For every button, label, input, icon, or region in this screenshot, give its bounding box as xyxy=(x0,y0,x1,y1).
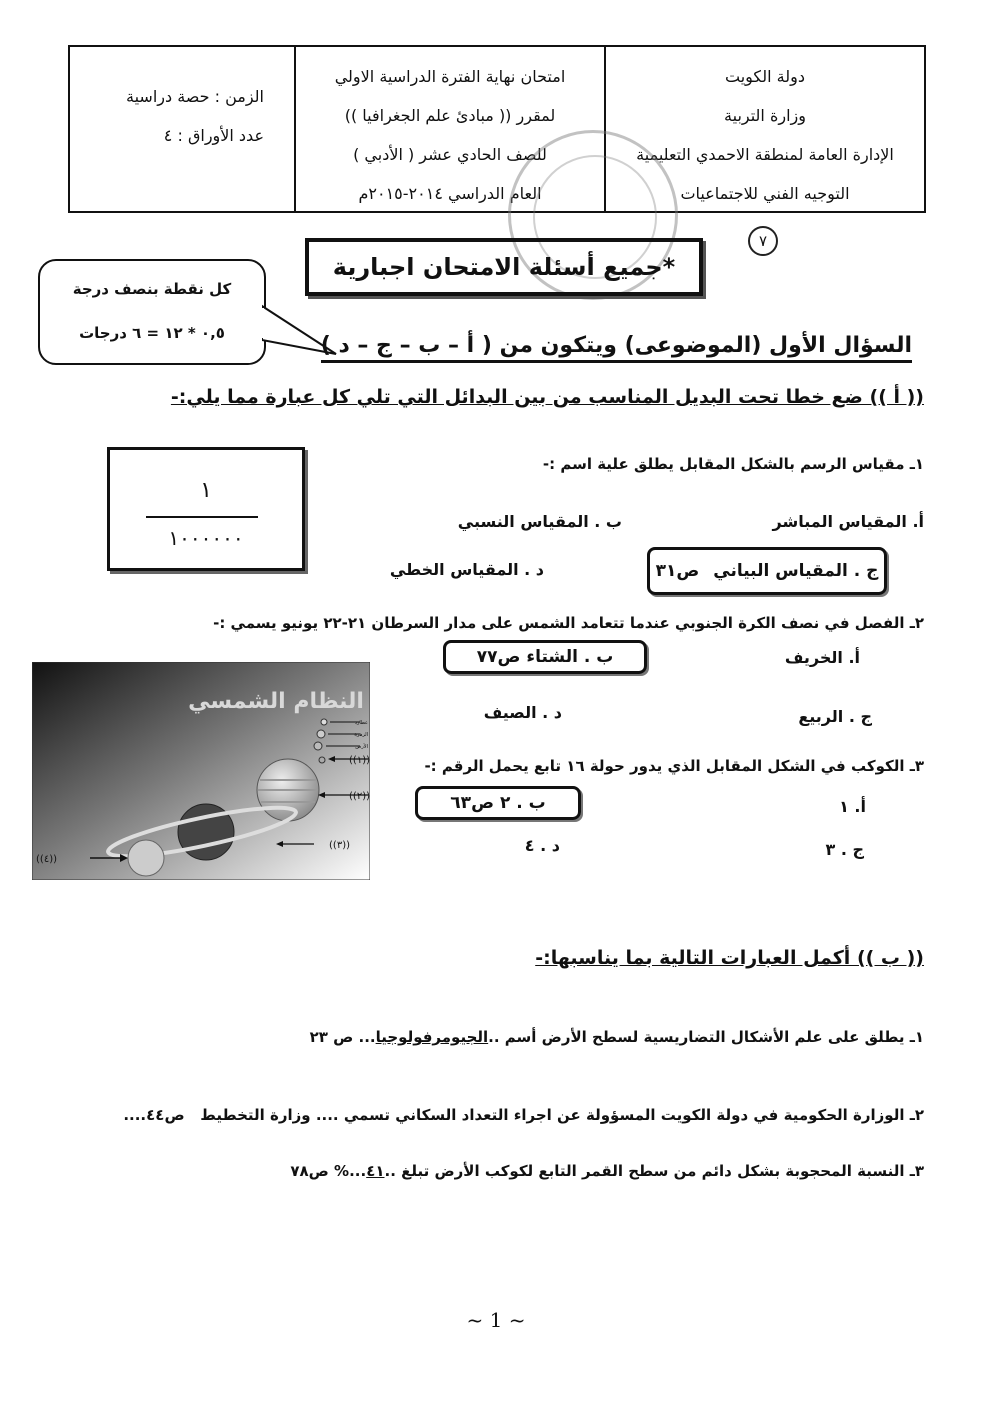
question-1-title: السؤال الأول (الموضوعى) ويتكون من ( أ – ب – ج – د ) xyxy=(321,333,912,363)
header-year: العام الدراسي ٢٠١٤-٢٠١٥م xyxy=(358,184,542,203)
header-region: الإدارة العامة لمنطقة الاحمدي التعليمية xyxy=(636,145,894,164)
item-2-answer-box xyxy=(443,640,647,674)
figure-title: النظام الشمسي xyxy=(188,689,364,714)
planet-mercury xyxy=(321,719,327,725)
scale-figure xyxy=(107,447,305,571)
item-3-option-a: أ. ١ xyxy=(839,797,866,816)
item-1-option-d: د . المقياس الخطي xyxy=(389,560,544,579)
label-earth: الأرض xyxy=(355,744,368,750)
header-department: التوجيه الفني للاجتماعيات xyxy=(680,184,850,203)
item-2-answer-ref: ص٧٧ xyxy=(476,647,521,667)
item-1-option-b: ب . المقياس النسبي xyxy=(457,512,622,531)
fill-item-2-prefix: ٢ـ الوزارة الحكومية في دولة الكويت المسؤولة عن اجراء التعداد السكاني تسمي .... وزارة التخطيط xyxy=(200,1106,924,1124)
solar-system-figure xyxy=(32,662,370,880)
fill-item-2 xyxy=(123,1106,924,1124)
fill-item-3-answer: ٤١ xyxy=(366,1162,385,1180)
item-3-option-c: ج . ٣ xyxy=(825,840,864,859)
exam-title: *جميع أسئلة الامتحان اجبارية xyxy=(305,238,703,296)
page-number: ~ 1 ~ xyxy=(466,1308,526,1332)
part-b-title: (( ب )) أكمل العبارات التالية بما يناسبها:- xyxy=(535,947,924,969)
fill-item-3-suffix: ...% ص٧٨ xyxy=(290,1162,367,1180)
header-ministry: وزارة التربية xyxy=(724,106,806,125)
item-2-question: ٢ـ الفصل في نصف الكرة الجنوبي عندما تتعامد الشمس على مدار السرطان ٢١-٢٢ يونيو يسمي :- xyxy=(213,614,924,632)
header-country: دولة الكويت xyxy=(725,67,805,86)
item-3-option-d: د . ٤ xyxy=(524,836,560,855)
label-planet-1: ((١)) xyxy=(349,755,370,766)
item-3-answer-box xyxy=(415,786,581,820)
header-time: الزمن : حصة دراسية xyxy=(126,87,264,106)
planet-uranus xyxy=(128,840,164,876)
item-3-option-b: ب . ٢ xyxy=(499,793,546,813)
header-grade: للصف الحادي عشر ( الأدبي ) xyxy=(353,145,547,164)
item-1-question: ١ـ مقياس الرسم بالشكل المقابل يطلق علية اسم :- xyxy=(542,455,924,473)
item-2-option-b: ب . الشتاء xyxy=(526,647,614,667)
grading-note-bubble xyxy=(38,259,266,365)
scale-numerator: ١ xyxy=(200,478,212,503)
planet-venus xyxy=(317,730,325,738)
scale-denominator: ١٠٠٠٠٠٠ xyxy=(168,526,244,550)
fill-item-3-prefix: ٣ـ النسبة المحجوبة بشكل دائم من سطح القمر التابع لكوكب الأرض تبلغ .. xyxy=(384,1162,924,1180)
header-course: لمقرر (( مبادئ علم الجغرافيا )) xyxy=(344,106,556,125)
label-planet-3: ((٣)) xyxy=(329,840,350,851)
header-time-cell xyxy=(70,47,294,211)
label-venus: الزهرة xyxy=(354,732,368,738)
item-1-option-c: ج . المقياس البياني xyxy=(713,561,879,581)
item-1-option-a: أ. المقياس المباشر xyxy=(772,512,924,531)
grading-note-line2: ٠,٥ * ١٢ = ٦ درجات xyxy=(79,324,225,342)
planet-mars xyxy=(319,757,325,763)
item-2-option-c: ج . الربيع xyxy=(798,707,872,726)
fill-item-1-prefix: ١ـ يطلق على علم الأشكال التضاريسية لسطح الأرض أسم .. xyxy=(488,1028,924,1046)
page-mark-text: ٧ xyxy=(758,232,768,250)
item-2-option-a: أ. الخريف xyxy=(784,648,860,667)
item-3-question: ٣ـ الكوكب في الشكل المقابل الذي يدور حولة ١٦ تابع يحمل الرقم :- xyxy=(424,757,924,775)
header-exam-name: امتحان نهاية الفترة الدراسية الاولي xyxy=(334,67,566,86)
item-2-option-d: د . الصيف xyxy=(483,703,562,722)
label-mercury: عطارد xyxy=(354,720,368,726)
fill-item-2-suffix: ص٤٤.... xyxy=(123,1106,185,1124)
label-planet-4: ((٤)) xyxy=(36,854,57,865)
label-planet-2: ((٢)) xyxy=(349,791,370,802)
fill-item-1-suffix: ... ص ٢٣ xyxy=(309,1028,376,1046)
fill-item-1-answer: الجيومرفولوجيا xyxy=(375,1028,489,1046)
item-1-answer-box xyxy=(647,547,887,595)
planet-earth xyxy=(314,742,322,750)
fill-item-3 xyxy=(290,1162,924,1180)
scale-fraction-line xyxy=(146,516,258,518)
grading-note-line1: كل نقطة بنصف درجة xyxy=(72,280,232,298)
item-3-answer-ref: ص٦٣ xyxy=(450,793,494,813)
part-a-title: (( أ )) ضع خطا تحت البديل المناسب من بين البدائل التي تلي كل عبارة مما يلي:- xyxy=(170,386,924,408)
page-mark xyxy=(748,226,778,256)
fill-item-1 xyxy=(310,1028,924,1046)
header-table xyxy=(68,45,926,213)
header-pages: عدد الأوراق : ٤ xyxy=(163,126,264,145)
item-1-answer-ref: ص٣١ xyxy=(655,561,700,581)
